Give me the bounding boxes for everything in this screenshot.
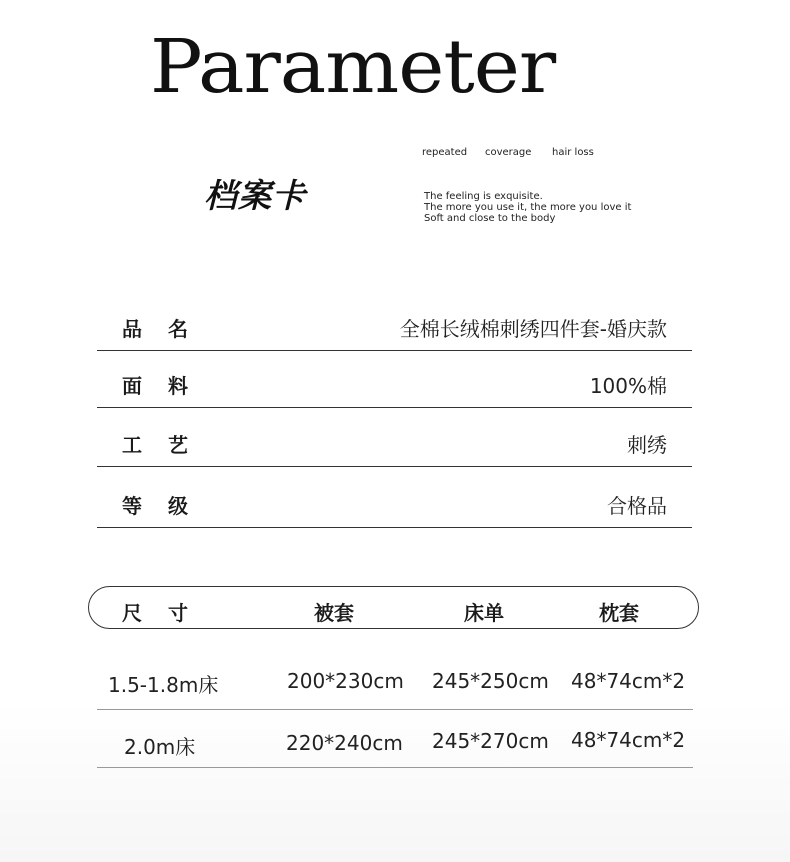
table-cell: 48*74cm*2 [571, 669, 686, 693]
param-label: 面料 [122, 374, 214, 398]
param-row-craft [97, 408, 692, 467]
table-row [97, 650, 693, 710]
table-cell: 245*270cm [432, 729, 549, 753]
param-row-name [97, 300, 692, 351]
table-cell: 2.0m床 [124, 735, 196, 759]
tag-item: coverage [485, 147, 532, 158]
param-value: 合格品 [607, 494, 667, 518]
param-row-grade [97, 467, 692, 528]
tag-list [422, 147, 594, 158]
tag-item: repeated [422, 147, 468, 158]
param-label: 工艺 [122, 433, 214, 457]
param-label: 等级 [122, 494, 214, 518]
table-cell: 1.5-1.8m床 [108, 673, 219, 697]
tag-item: hair loss [552, 147, 594, 158]
column-header-size: 尺寸 [122, 601, 214, 625]
size-table-header [88, 586, 699, 629]
column-header-sheet: 床单 [464, 601, 504, 625]
param-value: 100%棉 [589, 374, 667, 398]
table-cell: 200*230cm [287, 669, 404, 693]
table-cell: 220*240cm [286, 731, 403, 755]
page-title: Parameter [150, 24, 556, 110]
tagline-line: Soft and close to the body [424, 213, 556, 224]
table-row [97, 710, 693, 768]
tagline-line: The feeling is exquisite. [424, 191, 543, 202]
param-value: 刺绣 [627, 433, 667, 457]
tagline-line: The more you use it, the more you love it [424, 202, 632, 213]
param-value: 全棉长绒棉刺绣四件套-婚庆款 [399, 317, 667, 341]
column-header-duvet: 被套 [314, 601, 354, 625]
table-cell: 48*74cm*2 [571, 728, 686, 752]
page-subtitle: 档案卡 [204, 176, 306, 215]
tagline [424, 191, 631, 224]
param-label: 品名 [122, 317, 214, 341]
table-cell: 245*250cm [432, 669, 549, 693]
param-row-material [97, 351, 692, 408]
column-header-pillowcase: 枕套 [599, 601, 639, 625]
